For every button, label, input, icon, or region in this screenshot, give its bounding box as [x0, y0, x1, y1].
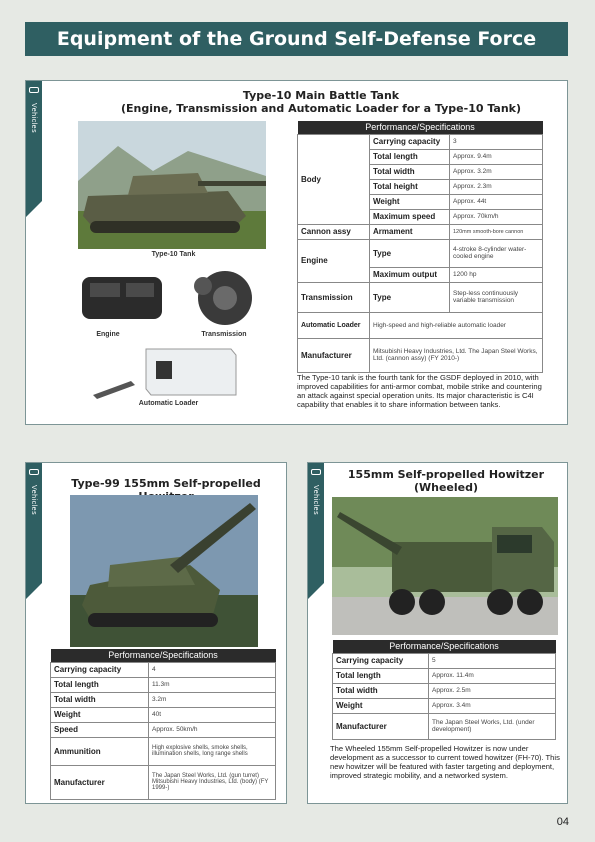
- spec-key: Total width: [333, 683, 429, 698]
- tab-label: Vehicles: [30, 103, 37, 134]
- type10-tank-caption: Type-10 Tank: [151, 251, 196, 258]
- spec-key: Weight: [333, 698, 429, 713]
- spec-value: 3.2m: [149, 692, 276, 707]
- transmission-caption: Transmission: [201, 331, 247, 338]
- spec-key: Type: [370, 282, 450, 312]
- spec-key: Armament: [370, 224, 450, 239]
- spec-value: 5: [429, 653, 556, 668]
- type10-tank-photo: [78, 121, 266, 249]
- page-number: 04: [556, 816, 569, 828]
- wheeled-description: The Wheeled 155mm Self-propelled Howitzer is now under development as a successor to current towed howitzer (FH-70). This new howitzer will be featured with faster targeting and deployment, improved strategic mobility, and a networked system.: [330, 744, 560, 780]
- transmission-label: Transmission: [298, 282, 370, 312]
- spec-value: Approx. 11.4m: [429, 668, 556, 683]
- tab-label: Vehicles: [312, 485, 319, 516]
- vehicles-tab: [26, 463, 42, 583]
- engine-label: Engine: [298, 239, 370, 282]
- type99-photo: [70, 495, 258, 647]
- type10-spec-header: Performance/Specifications: [298, 121, 543, 134]
- type10-panel: [25, 80, 568, 425]
- spec-value: 40t: [149, 707, 276, 722]
- tab-notch: [308, 583, 324, 599]
- vehicle-icon: [29, 469, 39, 475]
- spec-key: Total width: [51, 692, 149, 707]
- wheeled-spec-table: [332, 640, 556, 740]
- spec-key: Manufacturer: [333, 713, 429, 739]
- spec-key: Total height: [370, 179, 450, 194]
- type99-spec-header: Performance/Specifications: [51, 649, 276, 662]
- loader-photo: [91, 345, 239, 401]
- wheeled-title: [328, 468, 564, 494]
- spec-key: Carrying capacity: [370, 134, 450, 149]
- vehicle-icon: [29, 87, 39, 93]
- spec-value: The Japan Steel Works, Ltd. (gun turret) Mitsubishi Heavy Industries, Ltd. (body) (FY 1999-): [149, 765, 276, 799]
- spec-key: Weight: [51, 707, 149, 722]
- wheeled-spec-header: Performance/Specifications: [333, 640, 556, 653]
- spec-key: Total length: [51, 677, 149, 692]
- loader-label: Automatic Loader: [298, 312, 370, 338]
- manufacturer-label: Manufacturer: [298, 338, 370, 372]
- loader-caption: Automatic Loader: [138, 400, 199, 407]
- type10-spec-table: [297, 121, 543, 373]
- type10-title-line1: Type-10 Main Battle Tank: [242, 89, 400, 102]
- wheeled-panel: [307, 462, 568, 804]
- page-header: [25, 22, 568, 56]
- spec-value: Mitsubishi Heavy Industries, Ltd. The Japan Steel Works, Ltd. (cannon assy) (FY 2010-): [370, 338, 543, 372]
- spec-key: Maximum speed: [370, 209, 450, 224]
- type10-title-line2: (Engine, Transmission and Automatic Loader for a Type-10 Tank): [120, 102, 522, 115]
- spec-key: Speed: [51, 722, 149, 737]
- spec-key: Total width: [370, 164, 450, 179]
- wheeled-title-line2: (Wheeled): [413, 481, 479, 494]
- spec-key: Total length: [333, 668, 429, 683]
- spec-value: 4: [149, 662, 276, 677]
- spec-value: Approx. 50km/h: [149, 722, 276, 737]
- spec-key: Carrying capacity: [51, 662, 149, 677]
- vehicle-icon: [311, 469, 321, 475]
- type99-spec-table: [50, 649, 276, 800]
- type10-title: [86, 89, 556, 115]
- wheeled-title-line1: 155mm Self-propelled Howitzer: [347, 468, 545, 481]
- wheeled-photo: [332, 497, 558, 635]
- spec-value: Approx. 3.2m: [450, 164, 543, 179]
- spec-value: High explosive shells, smoke shells, illumination shells, long range shells: [149, 737, 276, 765]
- type99-title: Type-99 155mm Self-propelled: [71, 477, 261, 490]
- spec-value: Step-less continuously variable transmission: [450, 282, 543, 312]
- spec-key: Carrying capacity: [333, 653, 429, 668]
- spec-value: Approx. 2.5m: [429, 683, 556, 698]
- spec-value: Approx. 3.4m: [429, 698, 556, 713]
- spec-value: 1200 hp: [450, 267, 543, 282]
- spec-key: Type: [370, 239, 450, 267]
- spec-key: Manufacturer: [51, 765, 149, 799]
- spec-key: Ammunition: [51, 737, 149, 765]
- tab-label: Vehicles: [30, 485, 37, 516]
- tab-notch: [26, 583, 42, 599]
- type10-description: The Type-10 tank is the fourth tank for the GSDF deployed in 2010, with improved capabilities for anti-armor combat, mobile strike and countering an attack against special operation units. Its major characteristic is C4I capability that enables it to share information between tanks.: [297, 373, 542, 409]
- page-title: Equipment of the Ground Self-Defense Force: [56, 28, 537, 50]
- spec-key: Maximum output: [370, 267, 450, 282]
- spec-value: High-speed and high-reliable automatic loader: [370, 312, 543, 338]
- spec-value: The Japan Steel Works, Ltd. (under development): [429, 713, 556, 739]
- transmission-photo: [183, 264, 263, 329]
- spec-value: Approx. 44t: [450, 194, 543, 209]
- spec-value: Approx. 2.3m: [450, 179, 543, 194]
- spec-key: Weight: [370, 194, 450, 209]
- spec-value: 120mm smooth-bore cannon: [450, 224, 543, 239]
- vehicles-tab: [308, 463, 324, 583]
- spec-key: Total length: [370, 149, 450, 164]
- engine-caption: Engine: [96, 331, 120, 338]
- vehicles-tab: [26, 81, 42, 201]
- spec-value: Approx. 70km/h: [450, 209, 543, 224]
- type99-panel: [25, 462, 287, 804]
- body-label: Body: [298, 134, 370, 224]
- spec-value: Approx. 9.4m: [450, 149, 543, 164]
- spec-value: 4-stroke 8-cylinder water-cooled engine: [450, 239, 543, 267]
- engine-photo: [76, 269, 168, 327]
- tab-notch: [26, 201, 42, 217]
- spec-value: 11.3m: [149, 677, 276, 692]
- cannon-label: Cannon assy: [298, 224, 370, 239]
- spec-value: 3: [450, 134, 543, 149]
